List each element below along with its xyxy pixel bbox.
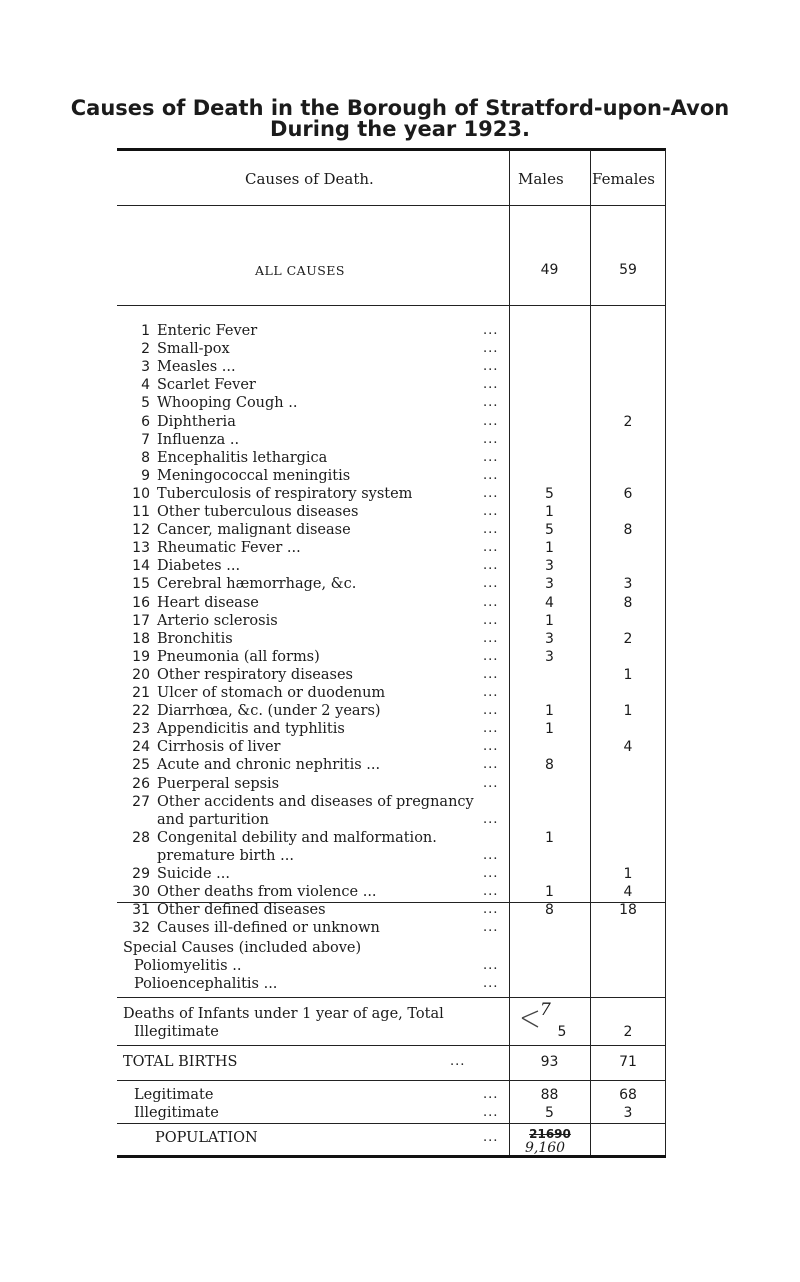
dots: ... <box>483 648 499 664</box>
cause-number: 21 <box>132 685 150 701</box>
table-top-border <box>117 148 666 151</box>
dots: ... <box>483 919 499 935</box>
cause-label: Tuberculosis of respiratory system <box>157 485 413 502</box>
cause-number: 23 <box>132 721 150 738</box>
cause-label: Measles ... <box>157 359 236 376</box>
divider-infants <box>117 1045 666 1046</box>
dots: ... <box>483 431 499 447</box>
dots: ... <box>483 739 499 755</box>
dots: ... <box>483 757 499 773</box>
total-births-label: TOTAL BIRTHS <box>123 1054 238 1070</box>
dots: ... <box>483 522 499 538</box>
dots: ... <box>483 504 499 519</box>
cause-number: 6 <box>141 413 150 430</box>
cause-males: 1 <box>545 540 554 557</box>
cause-males: 5 <box>545 522 554 539</box>
divider-all-causes <box>117 305 666 306</box>
cause-number: 32 <box>132 919 150 936</box>
table-right-border <box>665 150 666 1155</box>
cause-label: Small-pox <box>157 341 230 358</box>
cause-number: 8 <box>141 449 150 466</box>
cause-label: Influenza .. <box>157 431 240 448</box>
cause-males: 1 <box>545 721 554 738</box>
dots: ... <box>483 449 499 465</box>
cause-number: 18 <box>132 630 150 647</box>
dots: ... <box>450 1054 466 1069</box>
cause-females: 2 <box>623 413 633 430</box>
cause-label: Diarrhœa, &c. (under 2 years) <box>157 703 381 720</box>
cause-number: 7 <box>141 431 150 448</box>
cause-number: 3 <box>141 359 150 376</box>
cause-label: Cerebral hæmorrhage, &c. <box>157 576 357 593</box>
dots: ... <box>483 359 499 375</box>
dots: ... <box>483 485 499 501</box>
dots: ... <box>483 685 499 700</box>
cause-label: Other defined diseases <box>157 901 326 918</box>
cause-number: 30 <box>132 883 150 900</box>
dots: ... <box>483 666 499 682</box>
dots: ... <box>483 323 499 338</box>
dots: ... <box>483 540 499 556</box>
cause-label: Other tuberculous diseases <box>157 504 359 520</box>
legitimate-males: 88 <box>540 1087 559 1103</box>
cause-label: Rheumatic Fever ... <box>157 540 301 557</box>
dots: ... <box>483 958 499 973</box>
cause-females: 8 <box>623 594 633 611</box>
cause-label: Enteric Fever <box>157 323 258 339</box>
total-births-males: 93 <box>540 1054 559 1070</box>
cause-label: Heart disease <box>157 594 259 611</box>
population-handwritten: 9,160 <box>525 1140 566 1156</box>
special-item-polioencephalitis: Polioencephalitis ... <box>134 976 278 992</box>
cause-number: 11 <box>132 504 150 520</box>
cause-females: 2 <box>623 630 633 647</box>
cause-males: 3 <box>545 630 554 647</box>
cause-number: 4 <box>141 377 150 394</box>
page-title: Causes of Death in the Borough of Stratford-upon-Avon <box>70 96 730 120</box>
dots: ... <box>483 413 499 429</box>
dots: ... <box>483 847 499 863</box>
infants-males-illegitimate: 5 <box>557 1024 567 1040</box>
cause-label: Appendicitis and typhlitis <box>157 721 345 738</box>
cause-females: 1 <box>623 703 633 720</box>
divider-special <box>117 997 666 998</box>
cause-label: Causes ill-defined or unknown <box>157 919 380 936</box>
dots: ... <box>483 703 499 719</box>
population-struck: 21690 <box>529 1127 571 1141</box>
infants-males-total: 7 <box>540 1000 551 1020</box>
cause-males: 8 <box>545 757 554 774</box>
cause-label: Bronchitis <box>157 630 233 647</box>
dots: ... <box>483 775 499 791</box>
cause-number: 24 <box>132 739 150 756</box>
cause-label: Other deaths from violence ... <box>157 883 377 900</box>
cause-number: 22 <box>132 703 150 720</box>
dots: ... <box>483 1087 499 1102</box>
cause-females: 1 <box>623 666 633 683</box>
infants-total-label: Deaths of Infants under 1 year of age, Total <box>123 1006 444 1022</box>
dots: ... <box>483 721 499 737</box>
cause-label: Cancer, malignant disease <box>157 522 351 539</box>
infants-females-illegitimate: 2 <box>623 1024 633 1040</box>
cause-males: 1 <box>545 703 554 720</box>
illegitimate-females: 3 <box>623 1105 633 1121</box>
dots: ... <box>483 467 499 483</box>
all-causes-females: 59 <box>619 262 637 278</box>
cause-label: Puerperal sepsis <box>157 775 280 792</box>
dots: ... <box>483 612 499 628</box>
cause-females: 18 <box>619 901 637 918</box>
cause-number: 15 <box>132 576 150 593</box>
cause-label: Other accidents and diseases of pregnancy <box>157 793 474 810</box>
cause-label-continued: and parturition <box>157 811 269 828</box>
all-causes-label: ALL CAUSES <box>255 263 345 278</box>
cause-number: 19 <box>132 648 150 665</box>
legitimate-label: Legitimate <box>134 1087 214 1103</box>
cause-number: 27 <box>132 793 150 810</box>
cause-label: Suicide ... <box>157 865 230 882</box>
cause-label: Other respiratory diseases <box>157 666 353 683</box>
dots: ... <box>483 341 499 357</box>
special-item-poliomyelitis: Poliomyelitis .. <box>134 958 242 974</box>
dots: ... <box>483 395 499 411</box>
cause-males: 1 <box>545 612 554 629</box>
cause-females: 8 <box>623 522 633 539</box>
header-females: Females <box>592 170 656 188</box>
cause-number: 10 <box>132 485 150 502</box>
dots: ... <box>483 630 499 646</box>
legitimate-females: 68 <box>619 1087 637 1103</box>
cause-number: 25 <box>132 757 150 774</box>
cause-females: 1 <box>623 865 633 882</box>
cause-males: 3 <box>545 576 554 593</box>
header-males: Males <box>518 170 564 188</box>
cause-females: 3 <box>623 576 633 593</box>
pencil-mark-icon <box>520 1008 542 1030</box>
dots: ... <box>483 1105 499 1120</box>
divider-total-births <box>117 1080 666 1081</box>
cause-label: Congenital debility and malformation. <box>157 829 437 846</box>
cause-females: 4 <box>623 883 633 900</box>
cause-number: 14 <box>132 558 150 575</box>
dots: ... <box>483 377 499 393</box>
cause-males: 1 <box>545 883 554 900</box>
dots: ... <box>483 1130 499 1145</box>
cause-label: Whooping Cough .. <box>157 395 298 412</box>
page-subtitle: During the year 1923. <box>270 117 530 141</box>
cause-number: 28 <box>132 829 150 846</box>
cause-number: 13 <box>132 540 150 557</box>
dots: ... <box>483 594 499 610</box>
cause-number: 29 <box>132 865 150 882</box>
cause-males: 3 <box>545 648 554 665</box>
cause-females: 4 <box>623 739 633 756</box>
dots: ... <box>483 901 499 917</box>
cause-label: Acute and chronic nephritis ... <box>157 757 381 774</box>
dots: ... <box>483 576 499 592</box>
total-births-females: 71 <box>619 1054 637 1070</box>
header-causes: Causes of Death. <box>245 170 374 188</box>
cause-label: Diphtheria <box>157 413 236 430</box>
cause-number: 20 <box>132 666 150 683</box>
cause-label: Arterio sclerosis <box>157 612 278 629</box>
cause-males: 3 <box>545 558 554 575</box>
column-divider-males <box>590 150 591 1155</box>
cause-number: 1 <box>141 323 150 339</box>
cause-males: 4 <box>545 594 554 611</box>
cause-label: Scarlet Fever <box>157 377 256 394</box>
infants-pencil-mark <box>520 1008 542 1030</box>
cause-number: 2 <box>141 341 150 358</box>
divider-header <box>117 205 666 206</box>
population-label: POPULATION <box>155 1130 258 1146</box>
illegitimate-label: Illegitimate <box>134 1105 219 1121</box>
dots: ... <box>483 883 499 899</box>
all-causes-males: 49 <box>540 262 559 278</box>
dots: ... <box>483 865 499 881</box>
cause-number: 26 <box>132 775 150 792</box>
dots: ... <box>483 811 499 827</box>
table-bottom-border <box>117 1155 666 1158</box>
cause-males: 1 <box>545 829 554 846</box>
cause-label: Ulcer of stomach or duodenum <box>157 685 386 701</box>
cause-males: 1 <box>545 504 554 520</box>
cause-label: Encephalitis lethargica <box>157 449 328 466</box>
cause-females: 6 <box>623 485 633 502</box>
special-heading: Special Causes (included above) <box>123 940 362 956</box>
cause-number: 5 <box>141 395 150 412</box>
cause-label: Meningococcal meningitis <box>157 467 351 484</box>
cause-number: 9 <box>141 467 150 484</box>
cause-label: Diabetes ... <box>157 558 241 575</box>
cause-number: 31 <box>132 901 150 918</box>
cause-number: 12 <box>132 522 150 539</box>
dots: ... <box>483 976 499 991</box>
divider-legit <box>117 1123 666 1124</box>
cause-males: 8 <box>545 901 554 918</box>
illegitimate-males: 5 <box>545 1105 554 1121</box>
cause-males: 5 <box>545 485 554 502</box>
cause-number: 17 <box>132 612 150 629</box>
cause-number: 16 <box>132 594 150 611</box>
cause-label-continued: premature birth ... <box>157 847 294 864</box>
infants-illegitimate-label: Illegitimate <box>134 1024 219 1040</box>
dots: ... <box>483 558 499 574</box>
cause-label: Cirrhosis of liver <box>157 739 281 756</box>
cause-label: Pneumonia (all forms) <box>157 648 320 665</box>
